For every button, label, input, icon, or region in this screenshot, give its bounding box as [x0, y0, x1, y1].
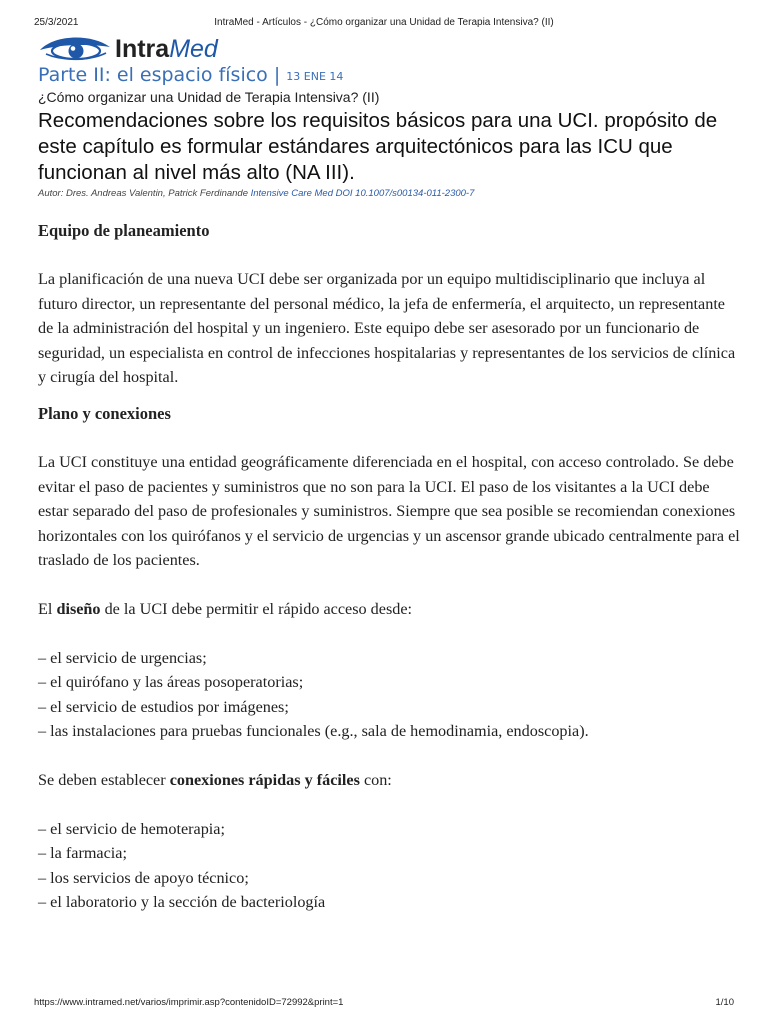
design-intro: [38, 597, 743, 622]
part-title-separator: |: [273, 64, 281, 86]
list-item: – el servicio de estudios por imágenes;: [38, 697, 289, 716]
connections-intro-post: con:: [359, 770, 392, 789]
print-page-title: IntraMed - Artículos - ¿Cómo organizar una Unidad de Terapia Intensiva? (II): [214, 17, 554, 28]
design-intro-pre: El: [38, 599, 57, 618]
list-item: – la farmacia;: [38, 844, 127, 863]
connections-intro-bold: conexiones rápidas y fáciles: [169, 770, 360, 789]
part-title: [38, 62, 738, 90]
print-footer: [34, 997, 734, 1009]
list-item: – las instalaciones para pruebas funcionales (e.g., sala de hemodinamia, endoscopia).: [38, 722, 589, 741]
connections-intro-pre: Se deben establecer: [38, 770, 170, 789]
section-heading-planning: Equipo de planeamiento: [38, 221, 210, 240]
author-names: Autor: Dres. Andreas Valentin, Patrick Ferdinande: [38, 188, 248, 199]
brand-med: Med: [169, 35, 218, 63]
connections-intro: [38, 768, 743, 793]
print-date: 25/3/2021: [34, 17, 79, 28]
list-item: – el quirófano y las áreas posoperatorias;: [38, 673, 304, 692]
print-header: [34, 17, 734, 31]
connections-list: [38, 817, 743, 915]
paragraph-planning: La planificación de una nueva UCI debe ser organizada por un equipo multidisciplinario que incluya al futuro director, un representante del personal médico, la jefa de enfermería, el arquitecto, un representante de la administración del hospital y un ingeniero. Este equipo debe ser asesorado por un funcionario de seguridad, un especialista en control de infecciones hospitalarias y representantes de los servicios de clínica y cirugía del hospital.: [38, 270, 736, 387]
design-access-list: [38, 646, 743, 744]
print-url[interactable]: https://www.intramed.net/varios/imprimir.asp?contenidoID=72992&print=1: [34, 997, 344, 1008]
section-heading-layout: Plano y conexiones: [38, 403, 171, 423]
brand-intra: Intra: [115, 35, 170, 63]
journal-link[interactable]: Intensive Care Med DOI 10.1007/s00134-011-2300-7: [250, 188, 475, 199]
article-author: [38, 188, 738, 200]
intramed-logo[interactable]: [38, 36, 258, 62]
part-title-text: Parte II: el espacio físico: [38, 64, 268, 86]
list-item: – el servicio de hemoterapia;: [38, 819, 225, 838]
list-item: – el servicio de urgencias;: [38, 648, 207, 667]
paragraph-layout: La UCI constituye una entidad geográficamente diferenciada en el hospital, con acceso controlado. Se debe evitar el paso de pacientes y suministros que no son para la UCI. El paso de los visitantes a la UCI debe estar separado del paso de profesionales y suministros. Siempre que sea posible se recomiendan conexiones horizontales con los quirófanos y el servicio de urgencias y un ascensor grande ubicado centralmente para el traslado de los pacientes.: [38, 452, 740, 570]
brand-name: [115, 35, 218, 63]
list-item: – los servicios de apoyo técnico;: [38, 868, 249, 887]
article-date: 13 ENE 14: [286, 70, 344, 83]
article-subtitle: ¿Cómo organizar una Unidad de Terapia Intensiva? (II): [38, 89, 380, 105]
article-lead: Recomendaciones sobre los requisitos básicos para una UCI. propósito de este capítulo es formular estándares arquitectónicos para las ICU que funcionan al nivel más alto (NA III).: [38, 109, 718, 184]
design-intro-bold: diseño: [56, 599, 101, 618]
list-item: – el laboratorio y la sección de bacteriología: [38, 893, 326, 912]
eye-logo-icon: [38, 36, 112, 62]
article-body: [38, 219, 743, 915]
design-intro-post: de la UCI debe permitir el rápido acceso desde:: [100, 599, 413, 618]
page-number: 1/10: [715, 997, 734, 1008]
